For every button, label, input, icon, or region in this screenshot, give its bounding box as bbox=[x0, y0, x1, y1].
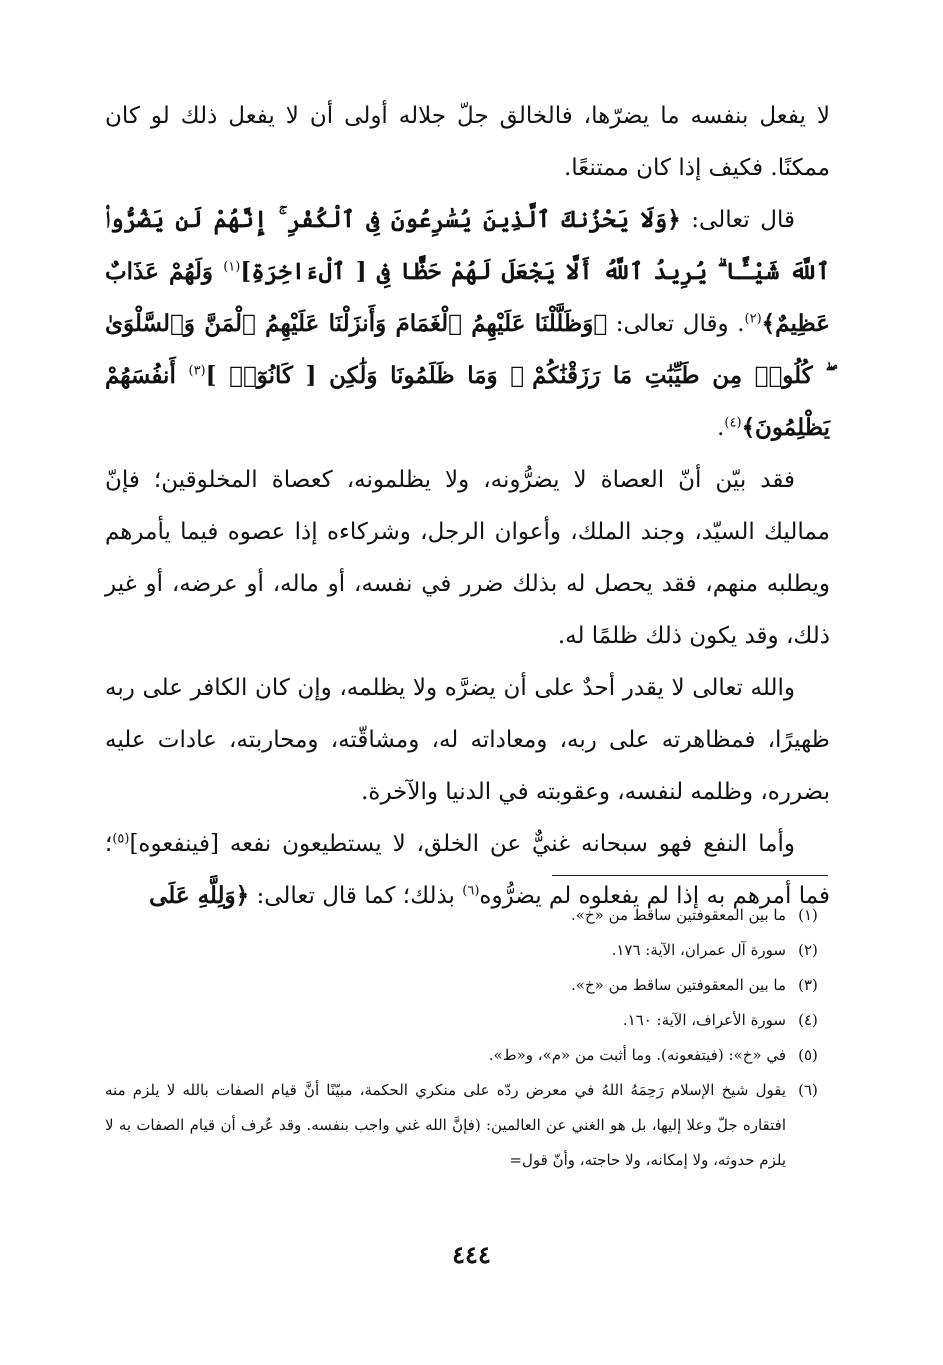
footnote-ref-2: (٢) bbox=[744, 311, 762, 327]
paragraph-2-mid: . وقال تعالى: bbox=[607, 311, 745, 337]
paragraph-3-text: فقد بيّن أنّ العصاة لا يضرُّونه، ولا يظلمونه، كعصاة المخلوقين؛ فإنّ مماليك السيّد، وجند الملك، وأعوان الرجل، وشركاءه إذا عصوه فيما يأمرهم ويطلبه منهم، فقد يحصل له بذلك ضرر في نفسه، أو ماله، أو عرضه، أو غير ذلك، وقد يكون ذلك ظلمًا له. bbox=[105, 467, 830, 649]
page-number: ٤٤٤ bbox=[452, 1240, 491, 1269]
footnote-text: سورة آل عمران، الآية: ١٧٦. bbox=[611, 941, 786, 959]
footnote-number: (٣) bbox=[798, 976, 818, 994]
footnote-text: سورة الأعراف، الآية: ١٦٠. bbox=[622, 1011, 786, 1029]
paragraph-4-text: والله تعالى لا يقدر أحدٌ على أن يضرَّه ولا يظلمه، وإن كان الكافر على ربه ظهيرًا، فمظاهرته على ربه، ومعاداته له، ومشاقّته، ومحاربته، عادات عليه بضرره، وظلمه لنفسه، وعقوبته في الدنيا والآخرة. bbox=[105, 675, 830, 805]
footnote-item bbox=[105, 1038, 830, 1073]
paragraph-4 bbox=[105, 662, 830, 818]
footnotes bbox=[105, 898, 830, 1178]
footnote-item bbox=[105, 898, 830, 933]
footnote-ref-5: (٥) bbox=[112, 831, 130, 847]
quran-verse-1: ﴿وَلَا يَحْزُنكَ ٱلَّذِينَ يُسَٰرِعُونَ فِى ٱلْكُفْرِ ۚ إِنَّهُمْ لَن يَضُرُّوا۟ ٱللَّهَ شَيْـًٔا ۗ يُرِيدُ ٱللَّهُ أَلَّا يَجْعَلَ لَهُمْ حَظًّا فِى [ ٱلْءَاخِرَةِ] bbox=[105, 206, 830, 285]
footnote-text: في «خ»: (فيتفعونه). وما أثبت من «م»، و«ط». bbox=[488, 1046, 786, 1064]
paragraph-2-lead: قال تعالى: bbox=[680, 207, 795, 233]
paragraph-5-text-c: بذلك؛ كما قال تعالى: bbox=[249, 883, 463, 909]
paragraph-2 bbox=[105, 194, 830, 454]
footnote-text: ما بين المعقوفتين ساقط من «خ». bbox=[571, 906, 786, 924]
footnote-ref-3: (٣) bbox=[188, 363, 206, 379]
footnote-number: (٢) bbox=[798, 941, 818, 959]
quran-verse-2-end: أَنفُسَهُمْ يَظْلِمُونَ﴾ bbox=[105, 362, 830, 441]
paragraph-2-end: . bbox=[717, 415, 725, 441]
footnote-text: يقول شيخ الإسلام رَحِمَهُ اللهُ في معرض ردّه على منكري الحكمة، مبيّنًا أنَّ قيام الصفات بالله لا يلزم منه افتقاره جلّ وعلا إليها، بل هو الغني عن العالمين: (فإنَّ الله غني واجب بنفسه. وقد عُرف أن قيام الصفات به لا يلزم حدوثه، ولا إمكانه، ولا حاجته، وأنّ قول= bbox=[105, 1081, 786, 1169]
footnote-item bbox=[105, 933, 830, 968]
paragraph-3 bbox=[105, 454, 830, 662]
footnote-number: (٥) bbox=[798, 1046, 818, 1064]
footnote-number: (١) bbox=[798, 906, 818, 924]
paragraph-5-text-a: وأما النفع فهو سبحانه غنيٌّ عن الخلق، لا يستطيعون نفعه [فينفعوه] bbox=[129, 831, 795, 857]
paragraph-1 bbox=[105, 90, 830, 194]
footnote-item bbox=[105, 1003, 830, 1038]
footnote-number: (٦) bbox=[798, 1081, 818, 1099]
quran-verse-3: ﴿وَلِلَّهِ عَلَى bbox=[149, 882, 250, 909]
quran-verse-1-end: وَلَهُمْ عَذَابٌ عَظِيمٌ﴾ bbox=[105, 258, 830, 337]
paragraph-1-text: لا يفعل بنفسه ما يضرّها، فالخالق جلّ جلاله أولى أن لا يفعل ذلك لو كان ممكنًا. فكيف إذا كان ممتنعًا. bbox=[105, 103, 830, 181]
footnote-ref-4: (٤) bbox=[724, 415, 742, 431]
paragraph-5-text-b: ؛ فما أمرهم به إذا لم يفعلوه لم يضرُّوه bbox=[105, 831, 830, 909]
footnote-text: ما بين المعقوفتين ساقط من «خ». bbox=[571, 976, 786, 994]
footnote-ref-1: (١) bbox=[223, 259, 241, 275]
footnote-item bbox=[105, 1073, 830, 1178]
quran-verse-2: ﴿وَظَلَّلْنَا عَلَيْهِمُ ٱلْغَمَامَ وَأَنزَلْنَا عَلَيْهِمُ ٱلْمَنَّ وَٱلسَّلْوَىٰ ۖ كُلُوا۟ مِن طَيِّبَٰتِ مَا رَزَقْنَٰكُمْ ۖ وَمَا ظَلَمُونَا وَلَٰكِن [ كَانُوٓا۟ ] bbox=[105, 310, 826, 389]
footnote-item bbox=[105, 968, 830, 1003]
footnote-divider bbox=[552, 875, 828, 876]
main-text bbox=[105, 90, 830, 922]
footnote-ref-6: (٦) bbox=[462, 883, 480, 899]
footnote-number: (٤) bbox=[798, 1011, 818, 1029]
